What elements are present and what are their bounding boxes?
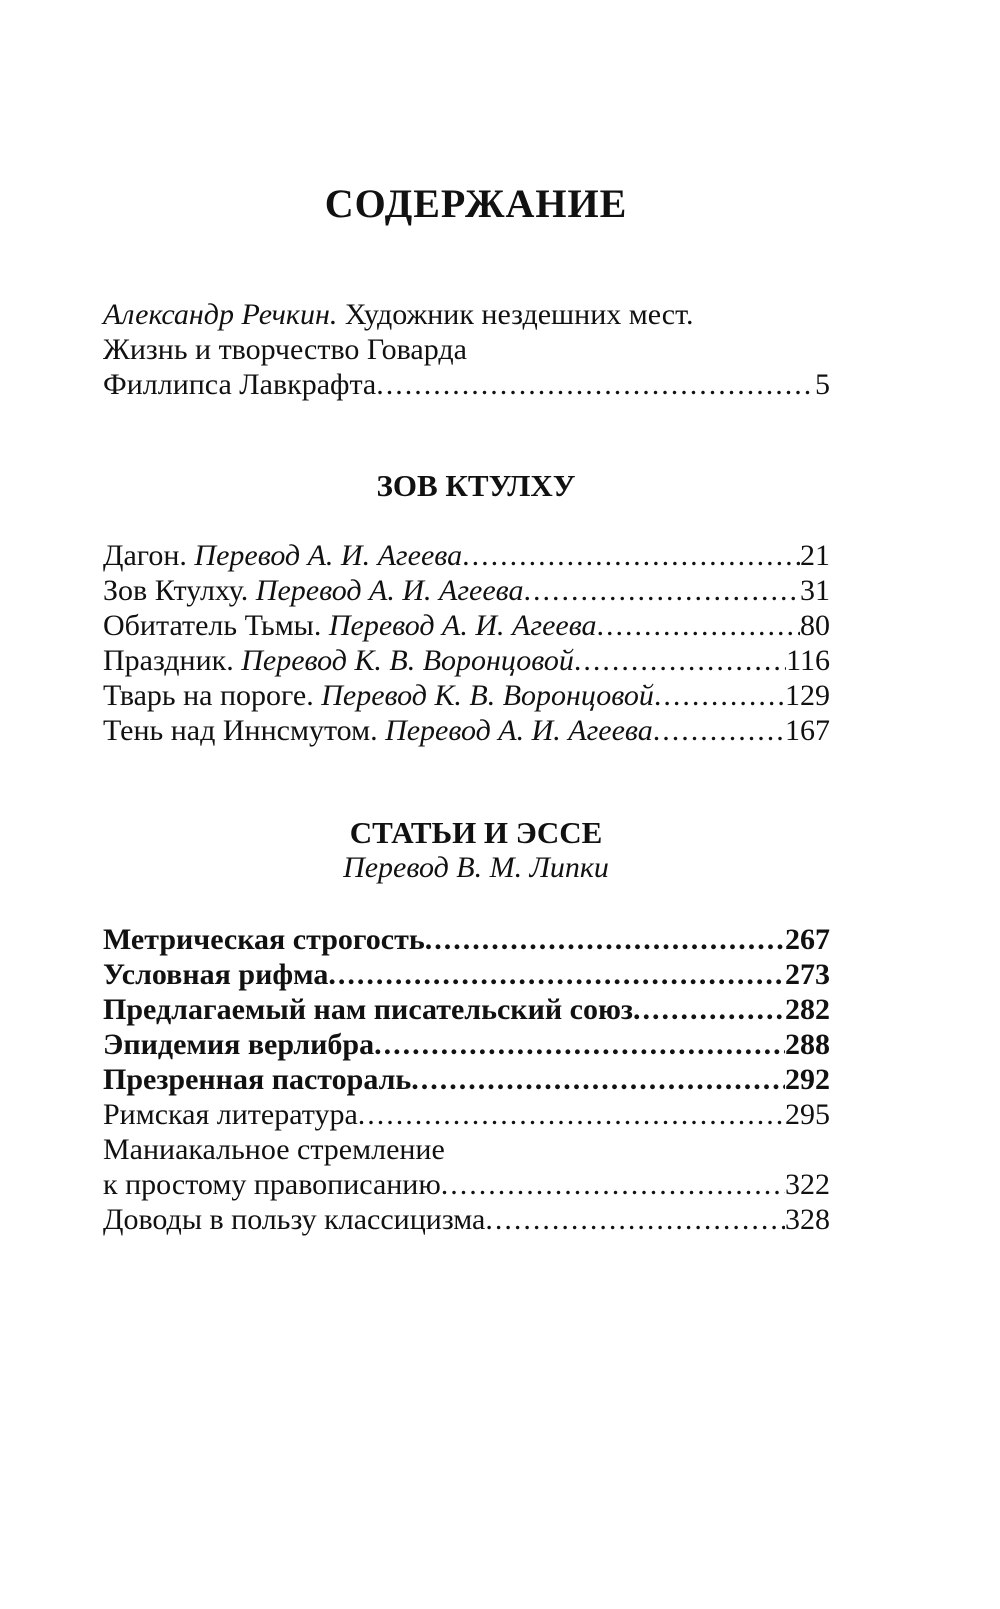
- dot-leader: [374, 1027, 785, 1062]
- section-translator: Перевод В. М. Липки: [343, 851, 609, 884]
- toc-entry: [103, 1062, 830, 1097]
- dot-leader: [376, 367, 815, 402]
- page-number: 282: [785, 993, 830, 1026]
- page-number: 5: [815, 368, 830, 401]
- page-number: 288: [785, 1028, 830, 1061]
- page-number: 167: [785, 714, 830, 747]
- page-number: 129: [785, 679, 830, 712]
- toc-entry: [103, 678, 830, 713]
- entry-translator: Перевод К. В. Воронцовой: [321, 679, 654, 712]
- dot-leader: [485, 1202, 785, 1237]
- section-heading: ЗОВ КТУЛХУ: [376, 468, 576, 503]
- intro-entry: [103, 297, 830, 402]
- toc-entry: [103, 1097, 830, 1132]
- intro-title-line3: Филлипса Лавкрафта: [103, 368, 377, 401]
- toc-entry: [103, 608, 830, 643]
- toc-entry: [103, 1027, 830, 1062]
- dot-leader: [653, 713, 785, 748]
- entry-translator: Перевод А. И. Агеева: [385, 714, 653, 747]
- dot-leader: [654, 678, 785, 713]
- dot-leader: [358, 1097, 785, 1132]
- page-number: 21: [800, 539, 830, 572]
- toc-entry: [103, 1202, 830, 1237]
- page-number: 322: [785, 1168, 830, 1201]
- page-title: СОДЕРЖАНИЕ: [324, 181, 628, 226]
- entry-title: Праздник.: [103, 644, 234, 677]
- entry-title: Тварь на пороге.: [103, 679, 314, 712]
- entry-title: Дагон.: [103, 539, 187, 572]
- page-number: 31: [800, 574, 830, 607]
- toc-entry: [103, 992, 830, 1027]
- dot-leader: [597, 608, 800, 643]
- entry-title: Предлагаемый нам писательский союз: [103, 993, 633, 1026]
- entry-title-line1: Маниакальное стремление: [103, 1133, 445, 1166]
- entry-title: Метрическая строгость: [103, 923, 425, 956]
- entry-title: Римская литература: [103, 1098, 358, 1131]
- dot-leader: [523, 573, 800, 608]
- entry-translator: Перевод А. И. Агеева: [255, 574, 524, 607]
- intro-title-line2: Жизнь и творчество Говарда: [103, 333, 467, 366]
- entry-title: к простому правописанию: [103, 1168, 441, 1201]
- dot-leader: [411, 1062, 785, 1097]
- dot-leader: [633, 992, 785, 1027]
- entry-title: Тень над Иннсмутом.: [103, 714, 378, 747]
- entry-title: Зов Ктулху.: [103, 574, 249, 607]
- toc-entry: [103, 922, 830, 957]
- page-number: 116: [786, 644, 830, 677]
- entry-title: Доводы в пользу классицизма: [103, 1203, 486, 1236]
- toc-entry: [103, 538, 830, 573]
- page-number: 328: [785, 1203, 830, 1236]
- toc-entry: [103, 643, 830, 678]
- page-number: 267: [785, 923, 830, 956]
- entry-translator: Перевод А. И. Агеева: [194, 539, 463, 572]
- entry-translator: Перевод А. И. Агеева: [328, 609, 597, 642]
- entry-title: Условная рифма: [103, 958, 329, 991]
- section1-list: [103, 538, 830, 748]
- page-number: 273: [785, 958, 830, 991]
- dot-leader: [441, 1167, 785, 1202]
- entry-title: Презренная пастораль: [103, 1063, 412, 1096]
- toc-entry: [103, 1167, 830, 1202]
- entry-translator: Перевод К. В. Воронцовой: [241, 644, 574, 677]
- section2-list: [103, 922, 830, 1237]
- toc-entry: [103, 957, 830, 992]
- page-number: 80: [800, 609, 830, 642]
- intro-author: Александр Речкин.: [103, 298, 338, 331]
- toc-entry: [103, 713, 830, 748]
- page-number: 292: [785, 1063, 830, 1096]
- intro-title-line1: Художник нездешних мест.: [344, 298, 694, 331]
- dot-leader: [462, 538, 800, 573]
- page-number: 295: [785, 1098, 830, 1131]
- dot-leader: [574, 643, 786, 678]
- entry-title: Эпидемия верлибра: [103, 1028, 375, 1061]
- section-heading: СТАТЬИ И ЭССЕ: [349, 815, 603, 850]
- entry-title: Обитатель Тьмы.: [103, 609, 322, 642]
- dot-leader: [328, 957, 785, 992]
- toc-entry: [103, 573, 830, 608]
- dot-leader: [425, 922, 785, 957]
